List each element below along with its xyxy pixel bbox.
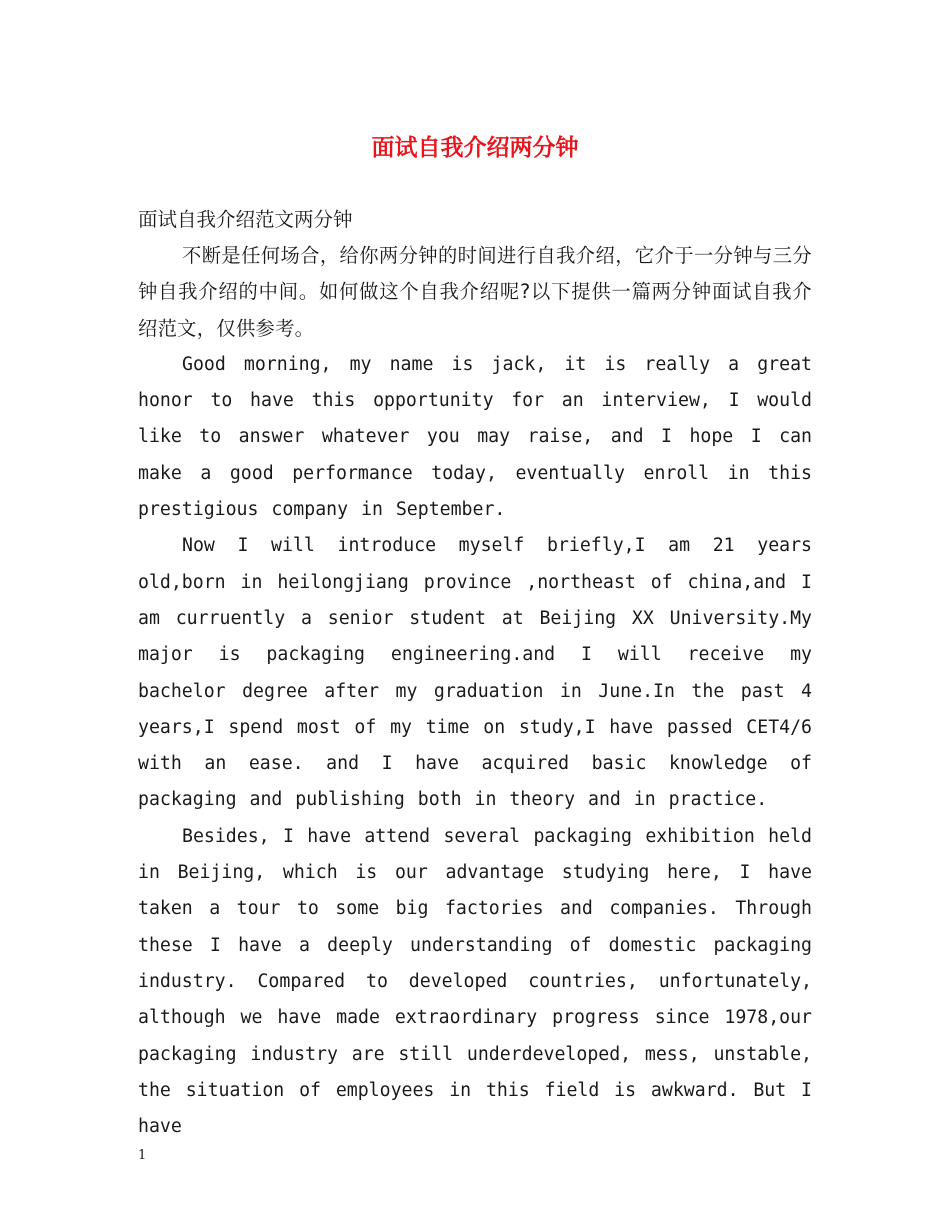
document-body [138,238,812,1145]
document-subtitle: 面试自我介绍范文两分钟 [138,208,353,231]
paragraph-experience: Besides, I have attend several packaging exhibition held in Beijing, which is our advantage studying here, I have taken a tour to some big factories and companies. Through these I have a deeply understanding of domestic packaging industry. Compared to developed countries, unfortunately, although we have made extraordinary progress since 1978,our packaging industry are still underdeveloped, mess, unstable, the situation of employees in this field is awkward. But I have [138,825,812,1138]
paragraph-intro: 不断是任何场合，给你两分钟的时间进行自我介绍，它介于一分钟与三分钟自我介绍的中间。如何做这个自我介绍呢?以下提供一篇两分钟面试自我介绍范文，仅供参考。 [138,244,812,340]
page-number: 1 [138,1148,147,1163]
paragraph-background: Now I will introduce myself briefly,I am 21 years old,born in heilongjiang province ,northeast of china,and I am curruently a senior student at Beijing XX University.My major is packaging engineering.and I will receive my bachelor degree after my graduation in June.In the past 4 years,I spend most of my time on study,I have passed CET4/6 with an ease. and I have acquired basic knowledge of packaging and publishing both in theory and in practice. [138,535,812,811]
document-title: 面试自我介绍两分钟 [371,135,579,161]
paragraph-greeting: Good morning, my name is jack, it is really a great honor to have this opportunity for an interview, I would like to answer whatever you may raise, and I hope I can make a good performance today, eventually enroll in this prestigious company in September. [138,353,812,521]
